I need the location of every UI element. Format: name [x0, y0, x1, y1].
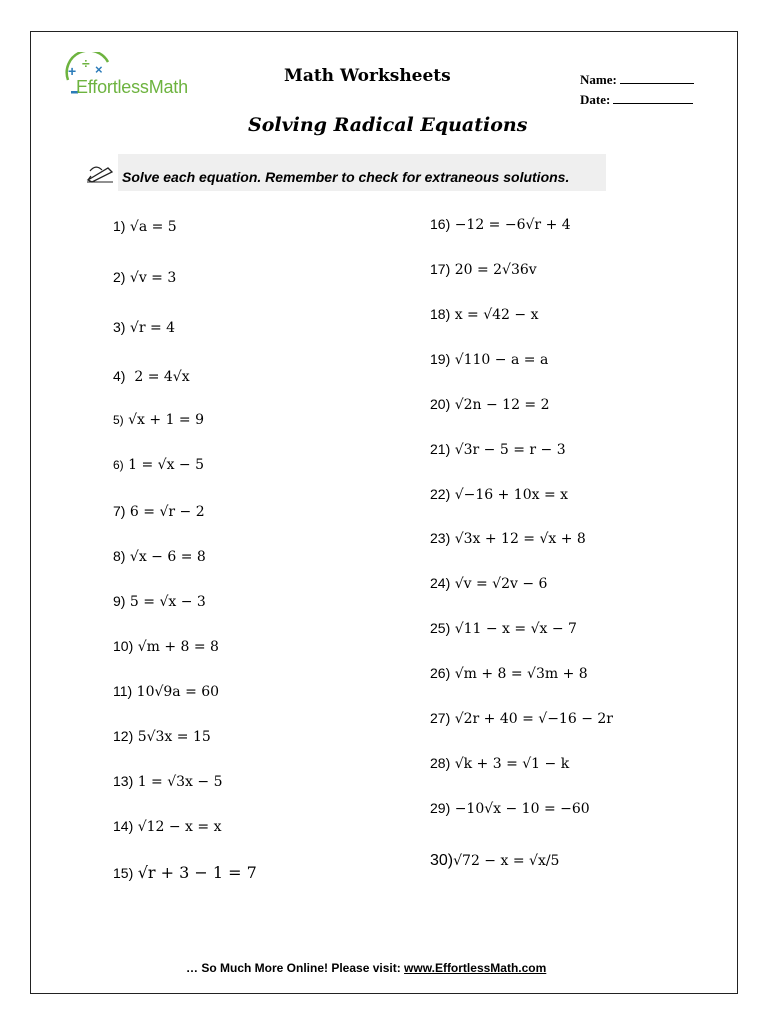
footer-text: … So Much More Online! Please visit: [186, 961, 405, 975]
problem-1: 1) √a = 5 [113, 218, 177, 235]
problem-23: 23) √3x + 12 = √x + 8 [430, 530, 586, 547]
problem-17: 17) 20 = 2√36v [430, 261, 537, 278]
problem-19: 19) √110 − a = a [430, 351, 549, 368]
problem-22: 22) √−16 + 10x = x [430, 486, 569, 503]
problem-26: 26) √m + 8 = √3m + 8 [430, 665, 588, 682]
date-field [580, 91, 693, 108]
problem-7: 7) 6 = √r − 2 [113, 503, 205, 520]
date-label: Date: [580, 92, 611, 107]
problem-16: 16) −12 = −6√r + 4 [430, 216, 571, 233]
svg-text:+: + [68, 63, 77, 79]
problem-8: 8) √x − 6 = 8 [113, 548, 206, 565]
problem-18: 18) x = √42 − x [430, 306, 539, 323]
problem-4: 4) 2 = 4√x [113, 368, 190, 385]
name-field [580, 71, 694, 88]
name-label: Name: [580, 72, 617, 87]
date-blank [613, 91, 693, 104]
doc-title: Math Worksheets [284, 66, 451, 86]
problem-15: 15) √r + 3 − 1 = 7 [113, 863, 257, 882]
problem-2: 2) √v = 3 [113, 269, 177, 286]
problem-10: 10) √m + 8 = 8 [113, 638, 219, 655]
svg-text:÷: ÷ [82, 55, 90, 71]
svg-text:×: × [95, 62, 103, 77]
problem-3: 3) √r = 4 [113, 319, 176, 336]
problem-30: 30)√72 − x = √x/5 [430, 852, 560, 869]
problem-9: 9) 5 = √x − 3 [113, 593, 206, 610]
problem-24: 24) √v = √2v − 6 [430, 575, 548, 592]
footer-link[interactable]: www.EffortlessMath.com [404, 961, 547, 975]
logo-wordmark: EffortlessMath [76, 77, 188, 97]
problem-6: 6) 1 = √x − 5 [113, 457, 205, 473]
footer [186, 961, 546, 975]
problem-25: 25) √11 − x = √x − 7 [430, 620, 577, 637]
problem-29: 29) −10√x − 10 = −60 [430, 800, 590, 817]
problem-20: 20) √2n − 12 = 2 [430, 396, 550, 413]
problem-28: 28) √k + 3 = √1 − k [430, 755, 570, 772]
worksheet-heading: Solving Radical Equations [248, 114, 528, 136]
name-blank [620, 71, 694, 84]
problem-13: 13) 1 = √3x − 5 [113, 773, 223, 790]
problem-21: 21) √3r − 5 = r − 3 [430, 441, 566, 458]
effortlessmath-logo [62, 52, 222, 102]
instructions-text: Solve each equation. Remember to check for extraneous solutions. [122, 169, 570, 185]
problem-14: 14) √12 − x = x [113, 818, 222, 835]
pencil-icon [86, 163, 114, 183]
problem-11: 11) 10√9a = 60 [113, 683, 220, 700]
problem-5: 5) √x + 1 = 9 [113, 412, 205, 428]
problem-12: 12) 5√3x = 15 [113, 728, 211, 745]
problem-27: 27) √2r + 40 = √−16 − 2r [430, 710, 613, 727]
